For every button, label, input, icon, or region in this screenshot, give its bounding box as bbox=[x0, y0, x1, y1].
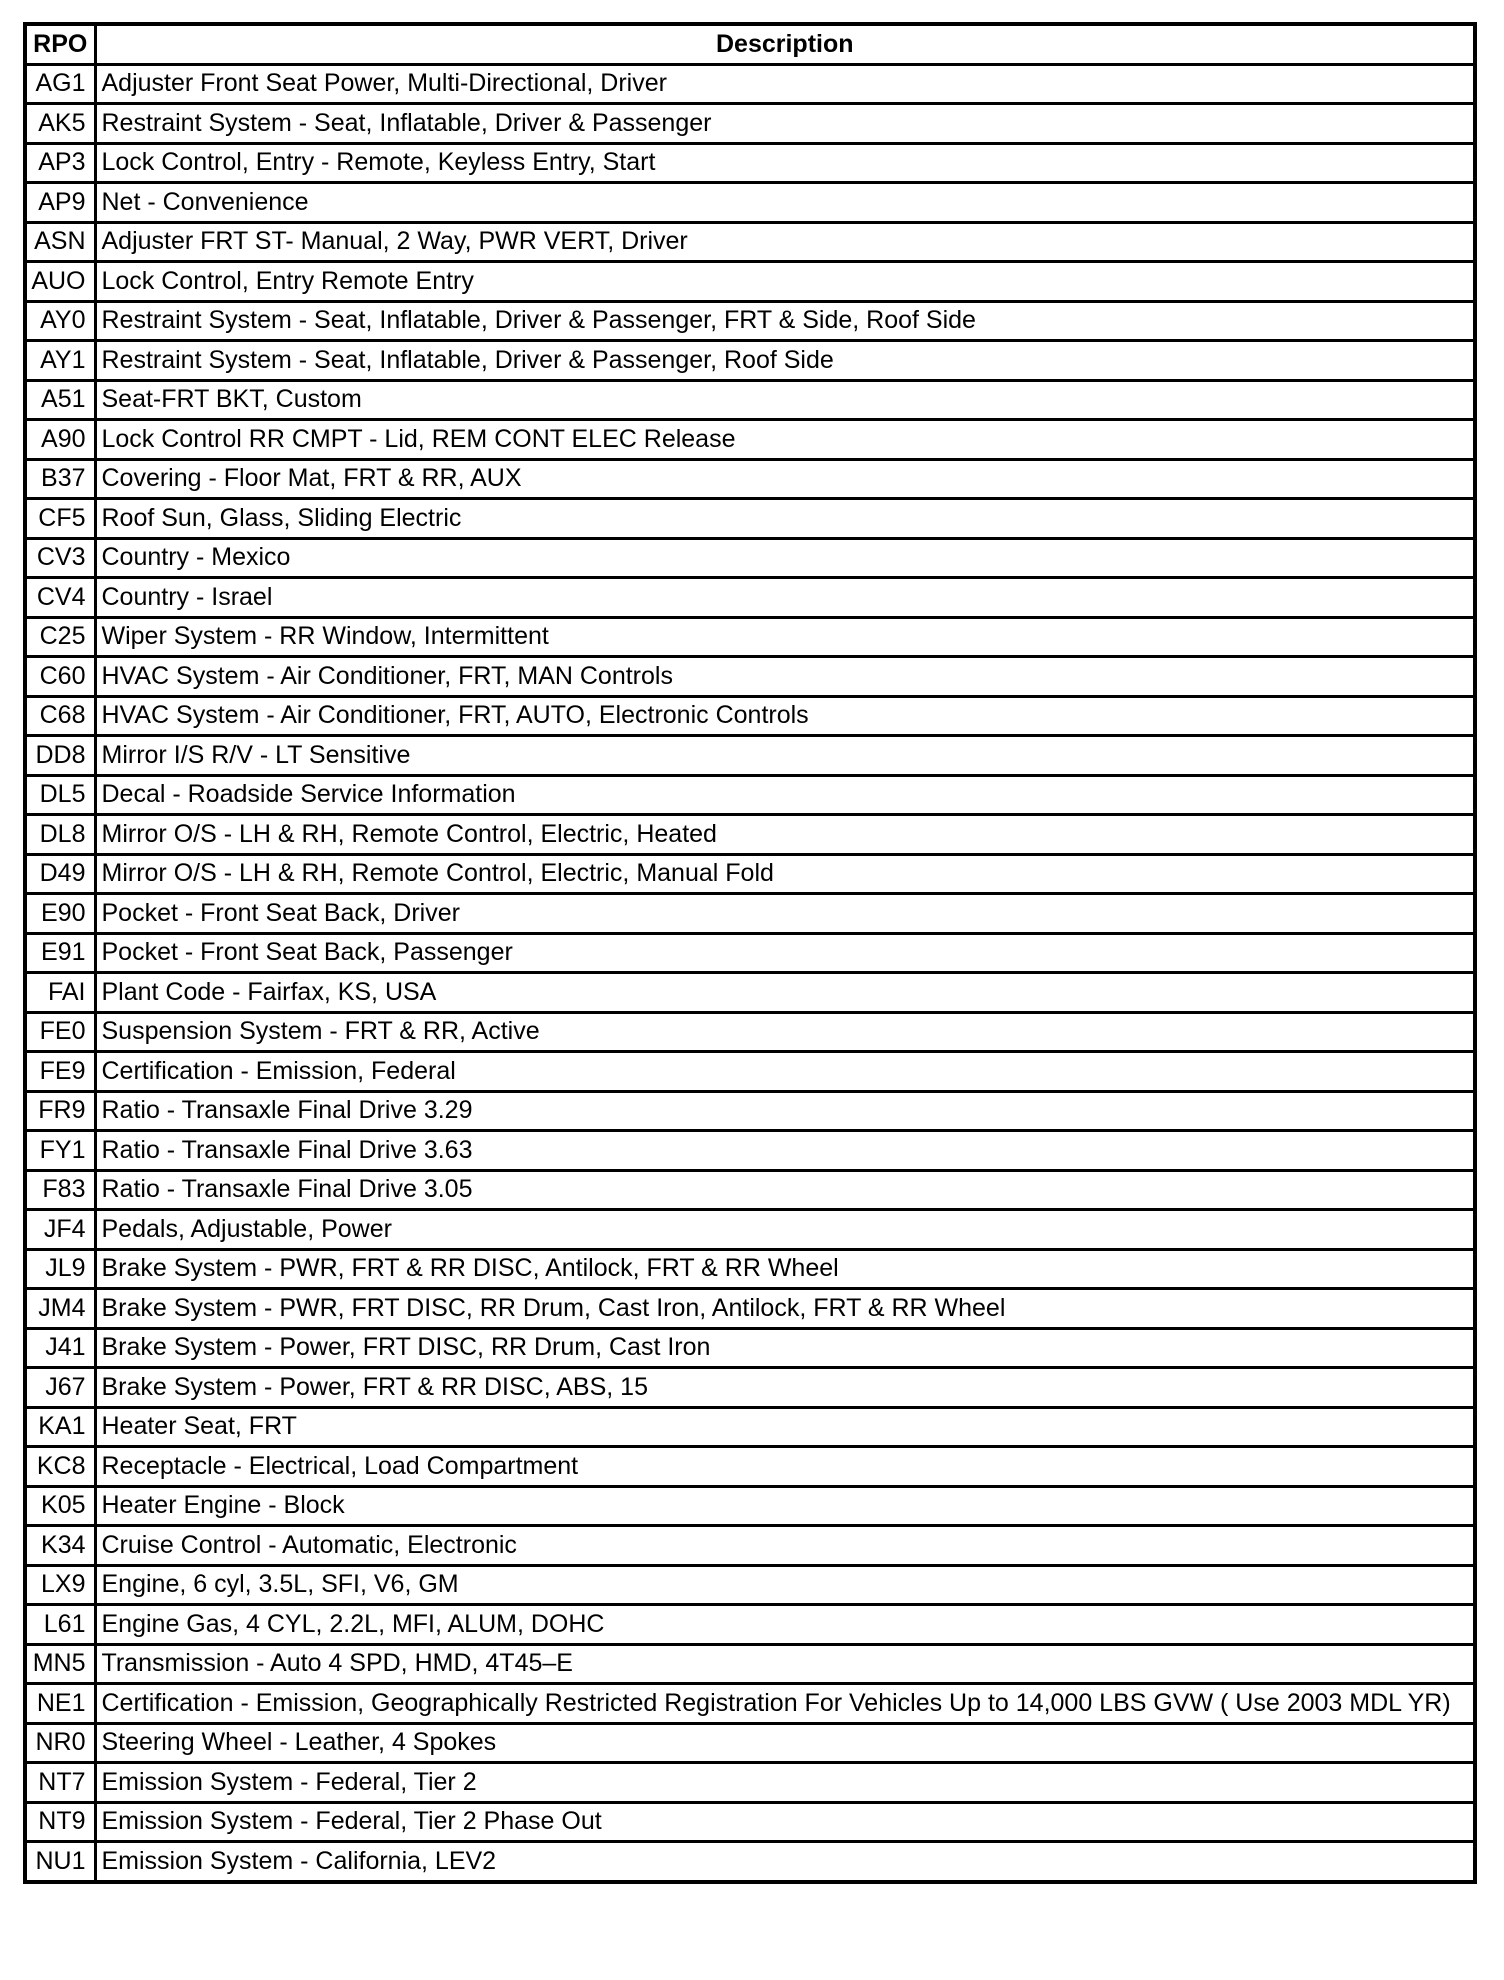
table-row bbox=[25, 262, 1475, 302]
rpo-code-cell: JL9 bbox=[25, 1249, 95, 1289]
rpo-code-cell: J41 bbox=[25, 1328, 95, 1368]
description-cell: Brake System - Power, FRT DISC, RR Drum, Cast Iron bbox=[95, 1328, 1475, 1368]
table-body bbox=[25, 64, 1475, 1882]
rpo-code-cell: C68 bbox=[25, 696, 95, 736]
table-row bbox=[25, 1486, 1475, 1526]
rpo-code-cell: K05 bbox=[25, 1486, 95, 1526]
description-cell: Brake System - Power, FRT & RR DISC, ABS, 15 bbox=[95, 1368, 1475, 1408]
rpo-code-cell: C25 bbox=[25, 617, 95, 657]
table-row bbox=[25, 894, 1475, 934]
rpo-code-cell: AUO bbox=[25, 262, 95, 302]
description-cell: Heater Engine - Block bbox=[95, 1486, 1475, 1526]
rpo-code-cell: A90 bbox=[25, 420, 95, 460]
rpo-code-cell: C60 bbox=[25, 657, 95, 697]
rpo-table bbox=[23, 22, 1477, 1884]
description-cell: Suspension System - FRT & RR, Active bbox=[95, 1012, 1475, 1052]
description-cell: Wiper System - RR Window, Intermittent bbox=[95, 617, 1475, 657]
table-row bbox=[25, 420, 1475, 460]
description-cell: Decal - Roadside Service Information bbox=[95, 775, 1475, 815]
rpo-code-cell: NT9 bbox=[25, 1802, 95, 1842]
table-row bbox=[25, 973, 1475, 1013]
description-cell: Pocket - Front Seat Back, Passenger bbox=[95, 933, 1475, 973]
table-row bbox=[25, 1210, 1475, 1250]
rpo-code-cell: AY1 bbox=[25, 341, 95, 381]
description-cell: Receptacle - Electrical, Load Compartment bbox=[95, 1447, 1475, 1487]
rpo-code-cell: J67 bbox=[25, 1368, 95, 1408]
table-row bbox=[25, 341, 1475, 381]
description-cell: Restraint System - Seat, Inflatable, Driver & Passenger, FRT & Side, Roof Side bbox=[95, 301, 1475, 341]
table-row bbox=[25, 696, 1475, 736]
description-cell: Emission System - Federal, Tier 2 bbox=[95, 1763, 1475, 1803]
description-cell: Mirror O/S - LH & RH, Remote Control, Electric, Manual Fold bbox=[95, 854, 1475, 894]
rpo-code-cell: AP9 bbox=[25, 183, 95, 223]
description-cell: Emission System - Federal, Tier 2 Phase Out bbox=[95, 1802, 1475, 1842]
rpo-code-cell: FE9 bbox=[25, 1052, 95, 1092]
table-row bbox=[25, 1526, 1475, 1566]
table-row bbox=[25, 1763, 1475, 1803]
description-cell: Ratio - Transaxle Final Drive 3.05 bbox=[95, 1170, 1475, 1210]
rpo-code-cell: D49 bbox=[25, 854, 95, 894]
rpo-code-cell: DL5 bbox=[25, 775, 95, 815]
table-row bbox=[25, 1605, 1475, 1645]
description-cell: Certification - Emission, Federal bbox=[95, 1052, 1475, 1092]
rpo-code-cell: NR0 bbox=[25, 1723, 95, 1763]
table-row bbox=[25, 222, 1475, 262]
rpo-code-cell: KC8 bbox=[25, 1447, 95, 1487]
rpo-code-cell: A51 bbox=[25, 380, 95, 420]
description-cell: Ratio - Transaxle Final Drive 3.29 bbox=[95, 1091, 1475, 1131]
rpo-code-cell: LX9 bbox=[25, 1565, 95, 1605]
description-cell: Cruise Control - Automatic, Electronic bbox=[95, 1526, 1475, 1566]
table-row bbox=[25, 1328, 1475, 1368]
description-cell: Net - Convenience bbox=[95, 183, 1475, 223]
description-cell: Covering - Floor Mat, FRT & RR, AUX bbox=[95, 459, 1475, 499]
table-row bbox=[25, 933, 1475, 973]
table-row bbox=[25, 854, 1475, 894]
table-row bbox=[25, 64, 1475, 104]
table-row bbox=[25, 499, 1475, 539]
description-cell: Engine Gas, 4 CYL, 2.2L, MFI, ALUM, DOHC bbox=[95, 1605, 1475, 1645]
rpo-code-cell: FAI bbox=[25, 973, 95, 1013]
description-cell: Restraint System - Seat, Inflatable, Driver & Passenger bbox=[95, 104, 1475, 144]
description-cell: Seat-FRT BKT, Custom bbox=[95, 380, 1475, 420]
description-cell: Certification - Emission, Geographically Restricted Registration For Vehicles Up to 14,000 LBS GVW ( Use 2003 MDL YR) bbox=[95, 1684, 1475, 1724]
description-cell: Ratio - Transaxle Final Drive 3.63 bbox=[95, 1131, 1475, 1171]
description-cell: Adjuster Front Seat Power, Multi-Directional, Driver bbox=[95, 64, 1475, 104]
table-row bbox=[25, 143, 1475, 183]
description-cell: Pocket - Front Seat Back, Driver bbox=[95, 894, 1475, 934]
table-row bbox=[25, 1170, 1475, 1210]
description-cell: Lock Control, Entry - Remote, Keyless Entry, Start bbox=[95, 143, 1475, 183]
description-cell: Pedals, Adjustable, Power bbox=[95, 1210, 1475, 1250]
rpo-code-cell: CF5 bbox=[25, 499, 95, 539]
rpo-code-cell: JM4 bbox=[25, 1289, 95, 1329]
table-row bbox=[25, 1368, 1475, 1408]
table-row bbox=[25, 104, 1475, 144]
description-cell: Heater Seat, FRT bbox=[95, 1407, 1475, 1447]
description-cell: Engine, 6 cyl, 3.5L, SFI, V6, GM bbox=[95, 1565, 1475, 1605]
description-cell: Mirror O/S - LH & RH, Remote Control, Electric, Heated bbox=[95, 815, 1475, 855]
description-cell: Country - Israel bbox=[95, 578, 1475, 618]
table-row bbox=[25, 775, 1475, 815]
rpo-code-cell: ASN bbox=[25, 222, 95, 262]
description-cell: HVAC System - Air Conditioner, FRT, AUTO, Electronic Controls bbox=[95, 696, 1475, 736]
table-row bbox=[25, 183, 1475, 223]
description-cell: Plant Code - Fairfax, KS, USA bbox=[95, 973, 1475, 1013]
table-row bbox=[25, 1249, 1475, 1289]
description-cell: Restraint System - Seat, Inflatable, Driver & Passenger, Roof Side bbox=[95, 341, 1475, 381]
rpo-code-cell: KA1 bbox=[25, 1407, 95, 1447]
rpo-code-cell: NU1 bbox=[25, 1842, 95, 1882]
table-row bbox=[25, 1289, 1475, 1329]
description-cell: Brake System - PWR, FRT DISC, RR Drum, Cast Iron, Antilock, FRT & RR Wheel bbox=[95, 1289, 1475, 1329]
rpo-code-cell: AK5 bbox=[25, 104, 95, 144]
description-cell: Brake System - PWR, FRT & RR DISC, Antilock, FRT & RR Wheel bbox=[95, 1249, 1475, 1289]
table-row bbox=[25, 1447, 1475, 1487]
rpo-code-cell: NT7 bbox=[25, 1763, 95, 1803]
rpo-code-cell: NE1 bbox=[25, 1684, 95, 1724]
column-header-description: Description bbox=[95, 24, 1475, 64]
rpo-code-cell: CV3 bbox=[25, 538, 95, 578]
rpo-code-cell: FE0 bbox=[25, 1012, 95, 1052]
rpo-code-cell: E90 bbox=[25, 894, 95, 934]
description-cell: Lock Control RR CMPT - Lid, REM CONT ELEC Release bbox=[95, 420, 1475, 460]
rpo-code-cell: K34 bbox=[25, 1526, 95, 1566]
table-row bbox=[25, 1802, 1475, 1842]
description-cell: Roof Sun, Glass, Sliding Electric bbox=[95, 499, 1475, 539]
table-row bbox=[25, 1723, 1475, 1763]
description-cell: Steering Wheel - Leather, 4 Spokes bbox=[95, 1723, 1475, 1763]
description-cell: Lock Control, Entry Remote Entry bbox=[95, 262, 1475, 302]
table-row bbox=[25, 1052, 1475, 1092]
description-cell: Transmission - Auto 4 SPD, HMD, 4T45–E bbox=[95, 1644, 1475, 1684]
table-row bbox=[25, 1407, 1475, 1447]
rpo-code-cell: AG1 bbox=[25, 64, 95, 104]
rpo-code-cell: CV4 bbox=[25, 578, 95, 618]
table-row bbox=[25, 1842, 1475, 1882]
table-row bbox=[25, 538, 1475, 578]
rpo-code-cell: FY1 bbox=[25, 1131, 95, 1171]
rpo-code-cell: FR9 bbox=[25, 1091, 95, 1131]
description-cell: Mirror I/S R/V - LT Sensitive bbox=[95, 736, 1475, 776]
description-cell: HVAC System - Air Conditioner, FRT, MAN Controls bbox=[95, 657, 1475, 697]
table-row bbox=[25, 1012, 1475, 1052]
rpo-code-cell: AP3 bbox=[25, 143, 95, 183]
table-row bbox=[25, 617, 1475, 657]
rpo-code-cell: MN5 bbox=[25, 1644, 95, 1684]
table-row bbox=[25, 459, 1475, 499]
rpo-code-cell: L61 bbox=[25, 1605, 95, 1645]
table-row bbox=[25, 736, 1475, 776]
table-row bbox=[25, 815, 1475, 855]
rpo-code-cell: E91 bbox=[25, 933, 95, 973]
rpo-code-cell: JF4 bbox=[25, 1210, 95, 1250]
description-cell: Emission System - California, LEV2 bbox=[95, 1842, 1475, 1882]
rpo-code-cell: B37 bbox=[25, 459, 95, 499]
rpo-code-cell: DD8 bbox=[25, 736, 95, 776]
description-cell: Adjuster FRT ST- Manual, 2 Way, PWR VERT, Driver bbox=[95, 222, 1475, 262]
table-header-row bbox=[25, 24, 1475, 64]
table-row bbox=[25, 1091, 1475, 1131]
rpo-code-cell: AY0 bbox=[25, 301, 95, 341]
rpo-code-cell: DL8 bbox=[25, 815, 95, 855]
table-row bbox=[25, 1644, 1475, 1684]
rpo-code-cell: F83 bbox=[25, 1170, 95, 1210]
column-header-rpo: RPO bbox=[25, 24, 95, 64]
table-row bbox=[25, 657, 1475, 697]
table-row bbox=[25, 578, 1475, 618]
table-row bbox=[25, 380, 1475, 420]
description-cell: Country - Mexico bbox=[95, 538, 1475, 578]
table-row bbox=[25, 1684, 1475, 1724]
table-row bbox=[25, 1565, 1475, 1605]
table-row bbox=[25, 301, 1475, 341]
table-row bbox=[25, 1131, 1475, 1171]
